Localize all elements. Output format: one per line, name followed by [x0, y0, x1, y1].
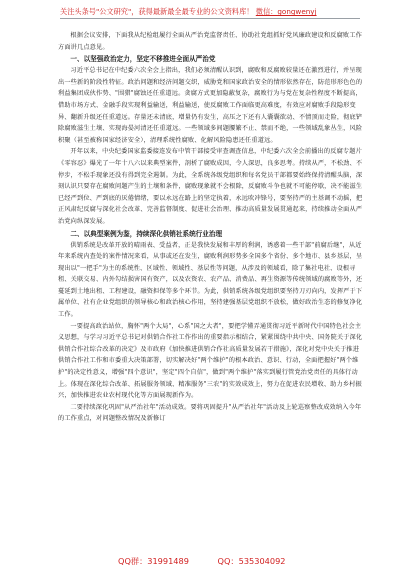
promo-header [60, 6, 360, 19]
paragraph-4: 供销系统是改革开放的晴雨表、受益者，正是我快发展和丰厚的利润，诱惑着一些干部"前腐后继"，从近年来系统内查处的案件情况来看，从事或还在发生，腐败利润形势多全国多个省份、多个地市、县乡基层，呈现出以"一把手"为主的系统性、区域性、领域性、基层性等问题，从涉及的领域看，除了集社电社、设根寻租、关联交易、内外勾结损害国有资产，以及农资农、农产品、消费品、再生资源等传统领域的腐败等外，还蔓延到土地出租、工程建设，融资担保等多个环节。为此，供销系统各级党组织要坚持刀刃向内，发挥严于下属单位、社有企业党组织的领导核心和政治核心作用，坚持建强基层党组织不放松，做好政治生态的修复净化工作。 [58, 241, 363, 319]
paragraph-6: 二要持续深化巩固"从严治社年"活动成效。要将巩固提升"从严治社年"活动及上轮巡察整改成效纳入今年的工作重点，对问题整改情况及新修订 [58, 403, 362, 423]
paragraph-3: 开年以来，中央纪委国家监委接连发布中管干部接受审查调查信息，中纪委六次全会前播出的反腐专题片《零容忍》爆光了一年十八六以来典型案件，剖析了腐败成因，令人深思，良多思考。持续从严，不松劲、不停步，不松手现象还没有得到完全遏制。为此，全系统各级党组织和每名党员干部都要始终保持清醒头脑，深刻认识只要存在腐败问题产生的土壤和条件，腐败现象就不会根除，反腐败斗争也就不可能停歇，决不能滋生已经严到位、严到底的厌倦情绪，要以永远在路上的坚定执着，永远吹冲锋号，要坚持严的主基调不动摇，把正风肃纪反腐与深化社会改革、完善监督制度、促进社会治理、推动高质量发展贯通起来，持续推动全面从严治党向纵深发展。 [58, 148, 363, 225]
contact-footer [118, 556, 312, 567]
wechat-id-link[interactable]: 微信：gongwenyj [255, 7, 317, 16]
paragraph-2: 习近平总书记在中纪委六次全会上指出，我们必须清醒认识到，腐败和反腐败较量还在激烈进行，并呈现出一些新的阶段性特征。政治问题和经济问题交织，威胁党和国家政治安全的情形依然存在，防范形形色色的利益集团成伙作势、"围猎"腐蚀还任重道远。贪腐方式更加隐蔽复杂，腐败行为与党在复杂性程度不断提高，借助市场方式、金融手段实现利益输送，利益输送，使反腐败工作面临更高难度，有效应对腐败手段隐形变异、翻新升级还任重道远。存量还未清底，增量仍有发生，高压之下还有人囊囊欲动、不情顶而走险，彻底铲除腐败滋生土壤、实现海晏河清还任重道远。一些领域多间题腰繁不止、禁而不绝，一些领域乱象丛生，风险积聚（甚至被称国家经济安全），清理系统性腐败、化解风险隐患还任重道远。 [58, 67, 363, 144]
paragraph-intro: 根据会议安排，下面我从纪检组履行全面从严治党监督责任、协助社党组抓好党风廉政建设和反腐败工作方面讲几点意见。 [58, 32, 362, 51]
section-heading-2: 二、以典型案例为鉴，持续深化供销社系统行业治理 [70, 229, 223, 238]
paragraph-5: 一要提高政治站位，胸怀"两个大局"，心系"国之大者"，要把学懂弄通贯彻习近平新时代中国特色社会主义思想，与学习习近平总书记对供销合作社工作作出的重要指示相结合，紧紧围绕中共中央、国务院关于深化供销合作社综合改革的决定》及市政府《加快推进供销合作社高质量发展若干措施》，深化对党中央关于推进供销合作社工作和市委重大决策部署，切实解决好"两个维护"的根本政治、意识、行动，全面把握好"两个维护"的决定性意义，增强"四个意识"，坚定"四个自信"，做到"两个维护"落实到履行管党治党责任的具体行动上。体现在深化综合改革、拓展服务领域、精准服务"三农"的实效成效上，努力在促进农民增收、助力乡村振兴，加快推进农业农村现代化等方面展现新作为。 [58, 322, 363, 400]
promo-text: 关注头条号"公文研究"，获得最新最全最专业的公文资料库！ [60, 7, 254, 16]
qq-group: QQ群：31991489 [118, 556, 189, 566]
qq-number: QQ：535304092 [217, 556, 286, 566]
section-heading-1: 一、以坚强政治定力，坚定不移推进全面从严治党 [70, 55, 216, 64]
document-body [58, 30, 363, 425]
